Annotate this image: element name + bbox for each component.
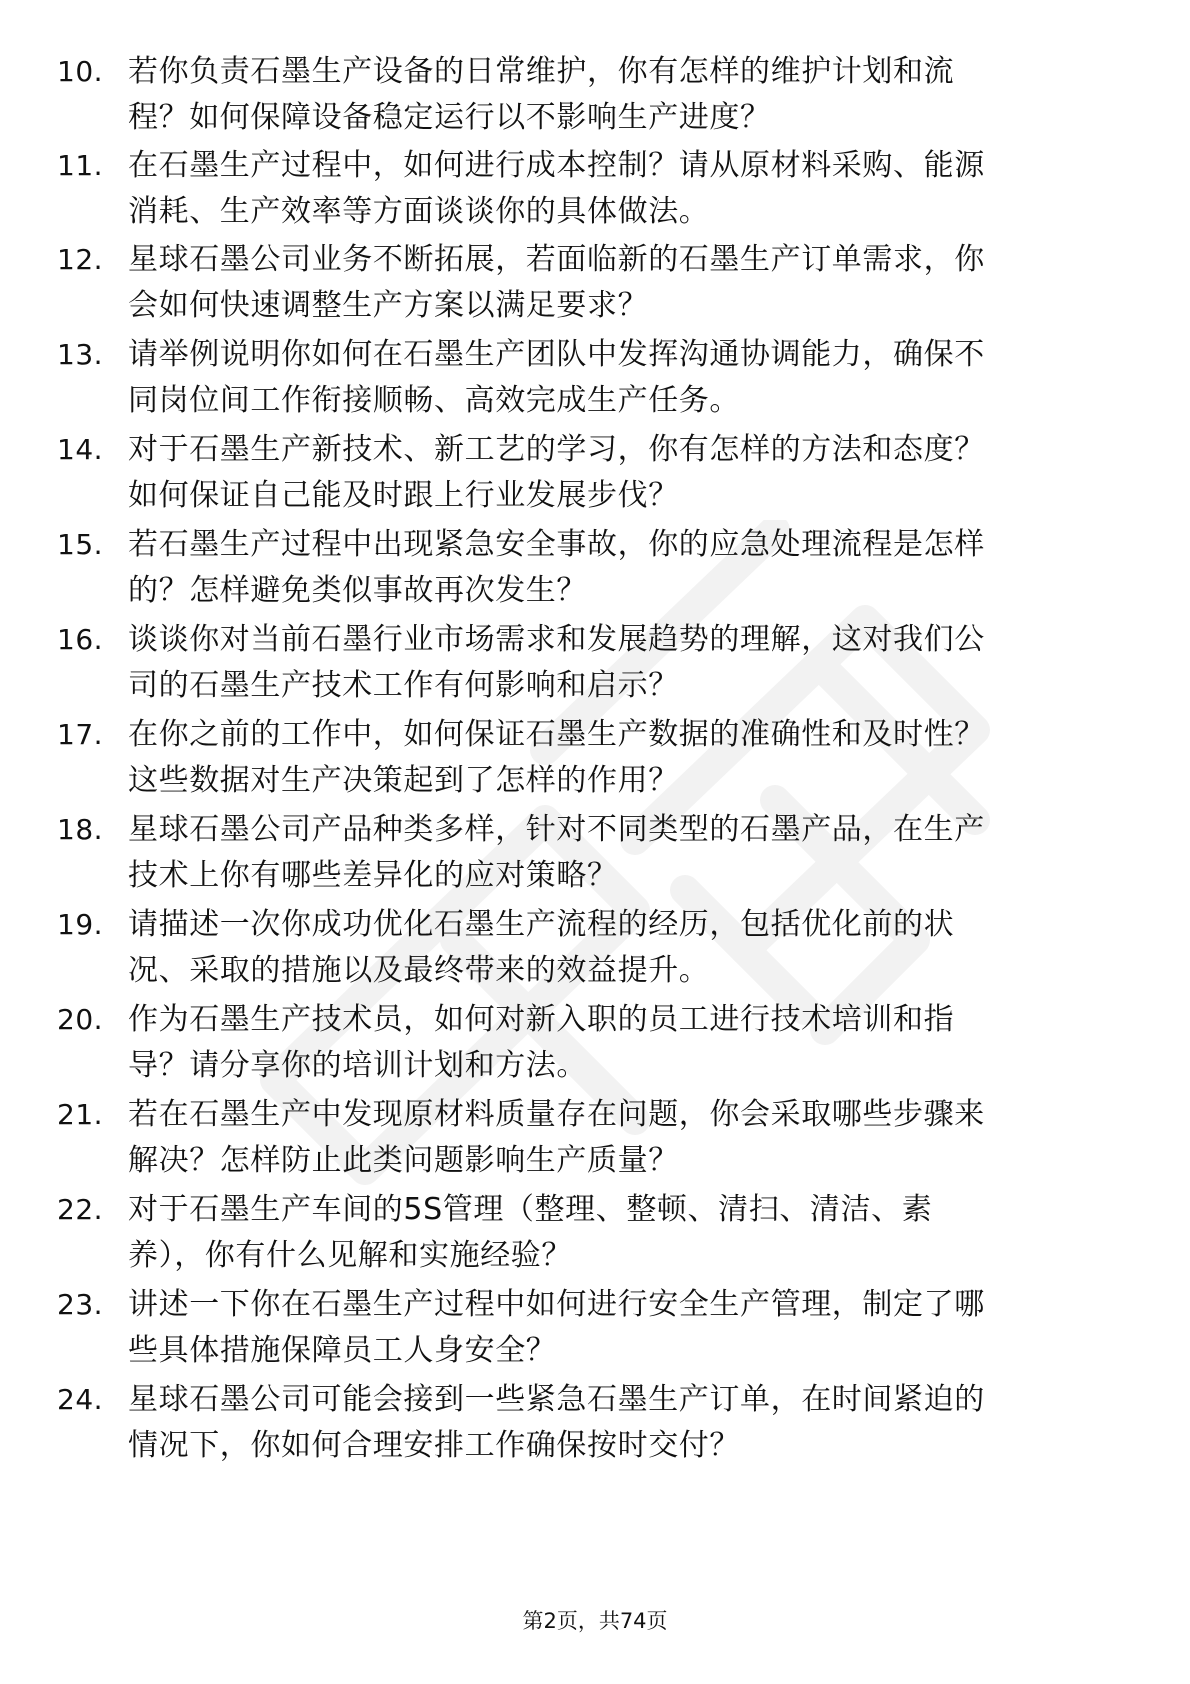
question-number: 14. <box>57 433 104 466</box>
question-number: 15. <box>57 528 104 561</box>
question-number: 21. <box>57 1098 104 1131</box>
question-item <box>0 49 1190 149</box>
question-text: 星球石墨公司产品种类多样，针对不同类型的石墨产品，在生产 技术上你有哪些差异化的应对策略？ <box>128 812 985 893</box>
question-text: 若你负责石墨生产设备的日常维护，你有怎样的维护计划和流 程？如何保障设备稳定运行以不影响生产进度？ <box>128 54 955 135</box>
question-item <box>0 427 1190 527</box>
question-text: 若石墨生产过程中出现紧急安全事故，你的应急处理流程是怎样 的？怎样避免类似事故再次发生？ <box>128 527 985 608</box>
question-text: 对于石墨生产新技术、新工艺的学习，你有怎样的方法和态度？ 如何保证自己能及时跟上行业发展步伐？ <box>128 432 985 513</box>
question-text: 请举例说明你如何在石墨生产团队中发挥沟通协调能力，确保不 同岗位间工作衔接顺畅、高效完成生产任务。 <box>128 337 985 418</box>
question-item <box>0 143 1190 243</box>
question-number: 13. <box>57 338 104 371</box>
page-number-footer: 第2页，共74页 <box>522 1609 668 1633</box>
question-text: 若在石墨生产中发现原材料质量存在问题，你会采取哪些步骤来 解决？怎样防止此类问题影响生产质量？ <box>128 1097 985 1178</box>
question-item <box>0 1187 1190 1287</box>
question-item <box>0 1092 1190 1192</box>
question-text: 作为石墨生产技术员，如何对新入职的员工进行技术培训和指 导？请分享你的培训计划和方法。 <box>128 1002 955 1083</box>
question-text: 在石墨生产过程中，如何进行成本控制？请从原材料采购、能源 消耗、生产效率等方面谈谈你的具体做法。 <box>128 148 985 229</box>
question-number: 10. <box>57 55 104 88</box>
question-number: 20. <box>57 1003 104 1036</box>
question-number: 18. <box>57 813 104 846</box>
question-text: 在你之前的工作中，如何保证石墨生产数据的准确性和及时性？ 这些数据对生产决策起到了怎样的作用？ <box>128 717 985 798</box>
question-item <box>0 902 1190 1002</box>
question-item <box>0 522 1190 622</box>
question-number: 22. <box>57 1193 104 1226</box>
question-number: 11. <box>57 149 104 182</box>
question-text: 对于石墨生产车间的5S管理（整理、整顿、清扫、清洁、素 养），你有什么见解和实施经验？ <box>128 1192 933 1273</box>
question-item <box>0 332 1190 432</box>
question-item <box>0 997 1190 1097</box>
question-text: 请描述一次你成功优化石墨生产流程的经历，包括优化前的状 况、采取的措施以及最终带来的效益提升。 <box>128 907 955 988</box>
question-item <box>0 712 1190 812</box>
question-text: 星球石墨公司可能会接到一些紧急石墨生产订单，在时间紧迫的 情况下，你如何合理安排工作确保按时交付？ <box>128 1382 985 1463</box>
question-number: 24. <box>57 1383 104 1416</box>
question-item <box>0 1282 1190 1382</box>
question-number: 19. <box>57 908 104 941</box>
question-text: 谈谈你对当前石墨行业市场需求和发展趋势的理解，这对我们公 司的石墨生产技术工作有何影响和启示？ <box>128 622 985 703</box>
question-number: 23. <box>57 1288 104 1321</box>
question-text: 星球石墨公司业务不断拓展，若面临新的石墨生产订单需求，你 会如何快速调整生产方案以满足要求？ <box>128 242 985 323</box>
question-item <box>0 807 1190 907</box>
question-item <box>0 617 1190 717</box>
question-number: 12. <box>57 243 104 276</box>
question-number: 17. <box>57 718 104 751</box>
question-text: 讲述一下你在石墨生产过程中如何进行安全生产管理，制定了哪 些具体措施保障员工人身安全？ <box>128 1287 985 1368</box>
question-item <box>0 1377 1190 1477</box>
question-item <box>0 237 1190 337</box>
question-number: 16. <box>57 623 104 656</box>
